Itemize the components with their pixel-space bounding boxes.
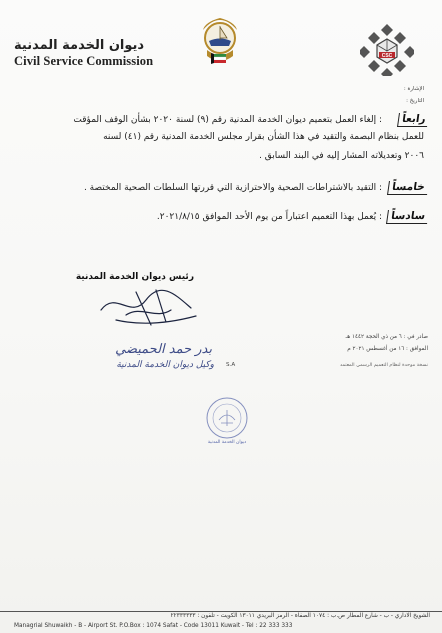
issue-note: نسخة موحدة لنظام التعميم الرسمي المعتمد <box>339 363 428 368</box>
issue-date-hijri: صادر في : ٦ من ذي الحجة ١٤٤٢ هـ <box>345 334 428 340</box>
section-sixth-line-1: : يُعمل بهذا التعميم اعتباراً من يوم الأحد الموافق ٢٠٢١/٨/١٥. <box>156 212 382 222</box>
handwritten-signature-icon <box>96 280 206 330</box>
section-fourth-line-3: ٢٠٠٦ وتعديلاته المشار إليه في البند السابق . <box>259 151 424 161</box>
footer-divider <box>0 611 442 612</box>
csc-cube-logo-icon <box>360 22 414 76</box>
section-label-sixth: سادساً <box>386 210 429 224</box>
footer-address-arabic: الشويخ الاداري - ب - شارع المطار ص.ب : ١٠٧٤ الصفاة - الرمز البريدي ١٣٠١١ الكويت - تلفون : ٢٢٣٣٣٣٣٣ <box>170 613 430 619</box>
issue-date-gregorian: الموافق : ١٦ من أغسطس ٢٠٢١ م <box>347 346 428 352</box>
kuwait-state-emblem-icon <box>195 8 245 70</box>
section-label-fifth: خامساً <box>387 181 429 195</box>
org-name-arabic: ديوان الخدمة المدنية <box>14 38 145 53</box>
issue-initials: S.A <box>226 362 236 368</box>
date-label: التاريخ : <box>406 98 424 104</box>
section-fourth-line-2: للعمل بنظام البصمة والتقيد في هذا الشأن بقرار مجلس الخدمة المدنية رقم (٤١) لسنه <box>103 132 424 142</box>
section-fourth-line-1: : إلغاء العمل بتعميم ديوان الخدمة المدنية رقم (٩) لسنة ٢٠٢٠ بشأن الوقف المؤقت <box>73 115 382 125</box>
org-name-english: Civil Service Commission <box>14 54 154 68</box>
official-round-stamp-icon <box>205 396 249 440</box>
stamp-signed-role: وكيل ديوان الخدمة المدنية <box>116 360 214 370</box>
csc-logo-text: CSC <box>381 53 393 59</box>
footer-address-english: Managrial Shuwaikh - B - Airport St. P.O.Box : 1074 Safat - Code 13011 Kuwait - Tel : 22 333 333 <box>14 623 293 629</box>
reference-label: الإشارة : <box>403 86 424 92</box>
round-stamp-text: ديوان الخدمة المدنية <box>207 440 247 445</box>
section-label-fourth: رابعاً <box>397 113 429 127</box>
section-fifth-line-1: : التقيد بالاشتراطات الصحية والاحترازية التي قررتها السلطات الصحية المختصة . <box>83 183 382 193</box>
stamp-signed-name: بدر حمد الحميضي <box>115 342 212 357</box>
signatory-title: رئيس ديوان الخدمة المدنية <box>75 272 194 282</box>
